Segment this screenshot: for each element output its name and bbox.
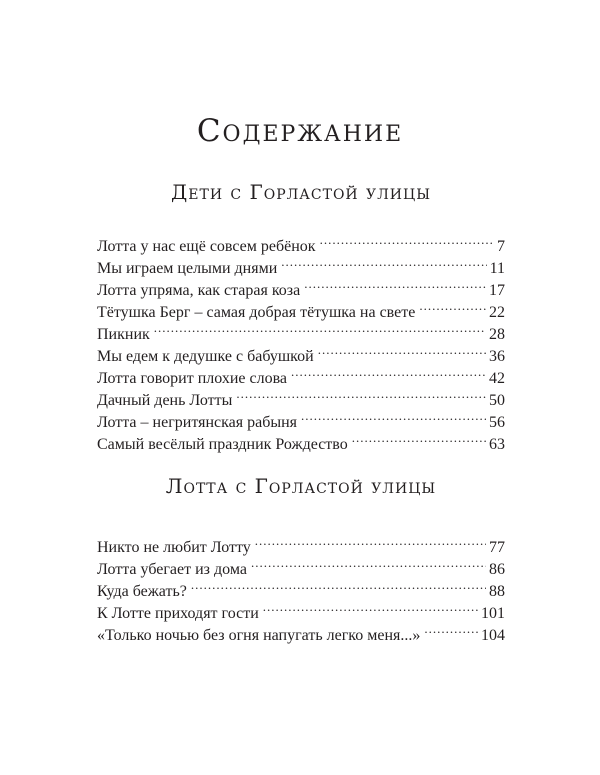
- dot-leader: [424, 618, 478, 640]
- dot-leader: [419, 295, 486, 317]
- dot-leader: [320, 229, 494, 251]
- dot-leader: [281, 251, 486, 273]
- toc-entry[interactable]: [97, 530, 505, 556]
- toc-entry-page: 42: [489, 370, 505, 387]
- toc-section-2: [97, 474, 505, 644]
- toc-entry[interactable]: [97, 339, 505, 365]
- toc-entry-page: 63: [489, 436, 505, 453]
- toc-entry-page: 77: [489, 539, 505, 556]
- toc-entry-page: 11: [489, 260, 505, 277]
- dot-leader: [263, 596, 478, 618]
- toc-entry-page: 17: [489, 282, 505, 299]
- toc-entry-label: Куда бежать?: [97, 583, 187, 600]
- toc-list: [97, 530, 505, 644]
- toc-entry-page: 86: [489, 561, 505, 578]
- dot-leader: [352, 427, 486, 449]
- page-title: Содержание: [196, 112, 404, 149]
- dot-leader: [301, 405, 486, 427]
- toc-entry-page: 50: [489, 392, 505, 409]
- toc-entry-page: 36: [489, 348, 505, 365]
- toc-entry-label: «Только ночью без огня напугать легко меня...»: [97, 627, 421, 644]
- toc-entry-label: Лотта упряма, как старая коза: [97, 282, 301, 299]
- dot-leader: [291, 361, 486, 383]
- toc-entry-label: Пикник: [97, 326, 150, 343]
- dot-leader: [255, 530, 486, 552]
- dot-leader: [191, 574, 486, 596]
- toc-section-1: [97, 180, 505, 453]
- toc-entry-page: 22: [489, 304, 505, 321]
- toc-entry-page: 101: [481, 605, 505, 622]
- toc-entry-label: Мы едем к дедушке с бабушкой: [97, 348, 314, 365]
- dot-leader: [236, 383, 486, 405]
- toc-entry-label: Дачный день Лотты: [97, 392, 233, 409]
- toc-entry-label: Тётушка Берг – самая добрая тётушка на свете: [97, 304, 416, 321]
- toc-entry-label: Самый весёлый праздник Рождество: [97, 436, 348, 453]
- toc-entry-label: Мы играем целыми днями: [97, 260, 278, 277]
- dot-leader: [251, 552, 486, 574]
- toc-entry-page: 56: [489, 414, 505, 431]
- section-title: Дети с Горластой улицы: [171, 180, 431, 204]
- toc-entry-label: Лотта у нас ещё совсем ребёнок: [97, 238, 316, 255]
- dot-leader: [304, 273, 486, 295]
- toc-entry-page: 104: [481, 627, 505, 644]
- toc-entry-label: Лотта – негритянская рабыня: [97, 414, 298, 431]
- toc-entry-label: Никто не любит Лотту: [97, 539, 251, 556]
- toc-entry-label: К Лотте приходят гости: [97, 605, 259, 622]
- toc-entry-page: 28: [489, 326, 505, 343]
- toc-entry-label: Лотта убегает из дома: [97, 561, 247, 578]
- toc-entry[interactable]: [97, 229, 505, 255]
- toc-entry-label: Лотта говорит плохие слова: [97, 370, 288, 387]
- toc-entry-page: 88: [489, 583, 505, 600]
- section-title: Лотта с Горластой улицы: [165, 474, 437, 498]
- toc-entry-page: 7: [497, 238, 505, 255]
- toc-entry[interactable]: [97, 317, 505, 343]
- dot-leader: [154, 317, 486, 339]
- dot-leader: [318, 339, 486, 361]
- toc-list: [97, 229, 505, 453]
